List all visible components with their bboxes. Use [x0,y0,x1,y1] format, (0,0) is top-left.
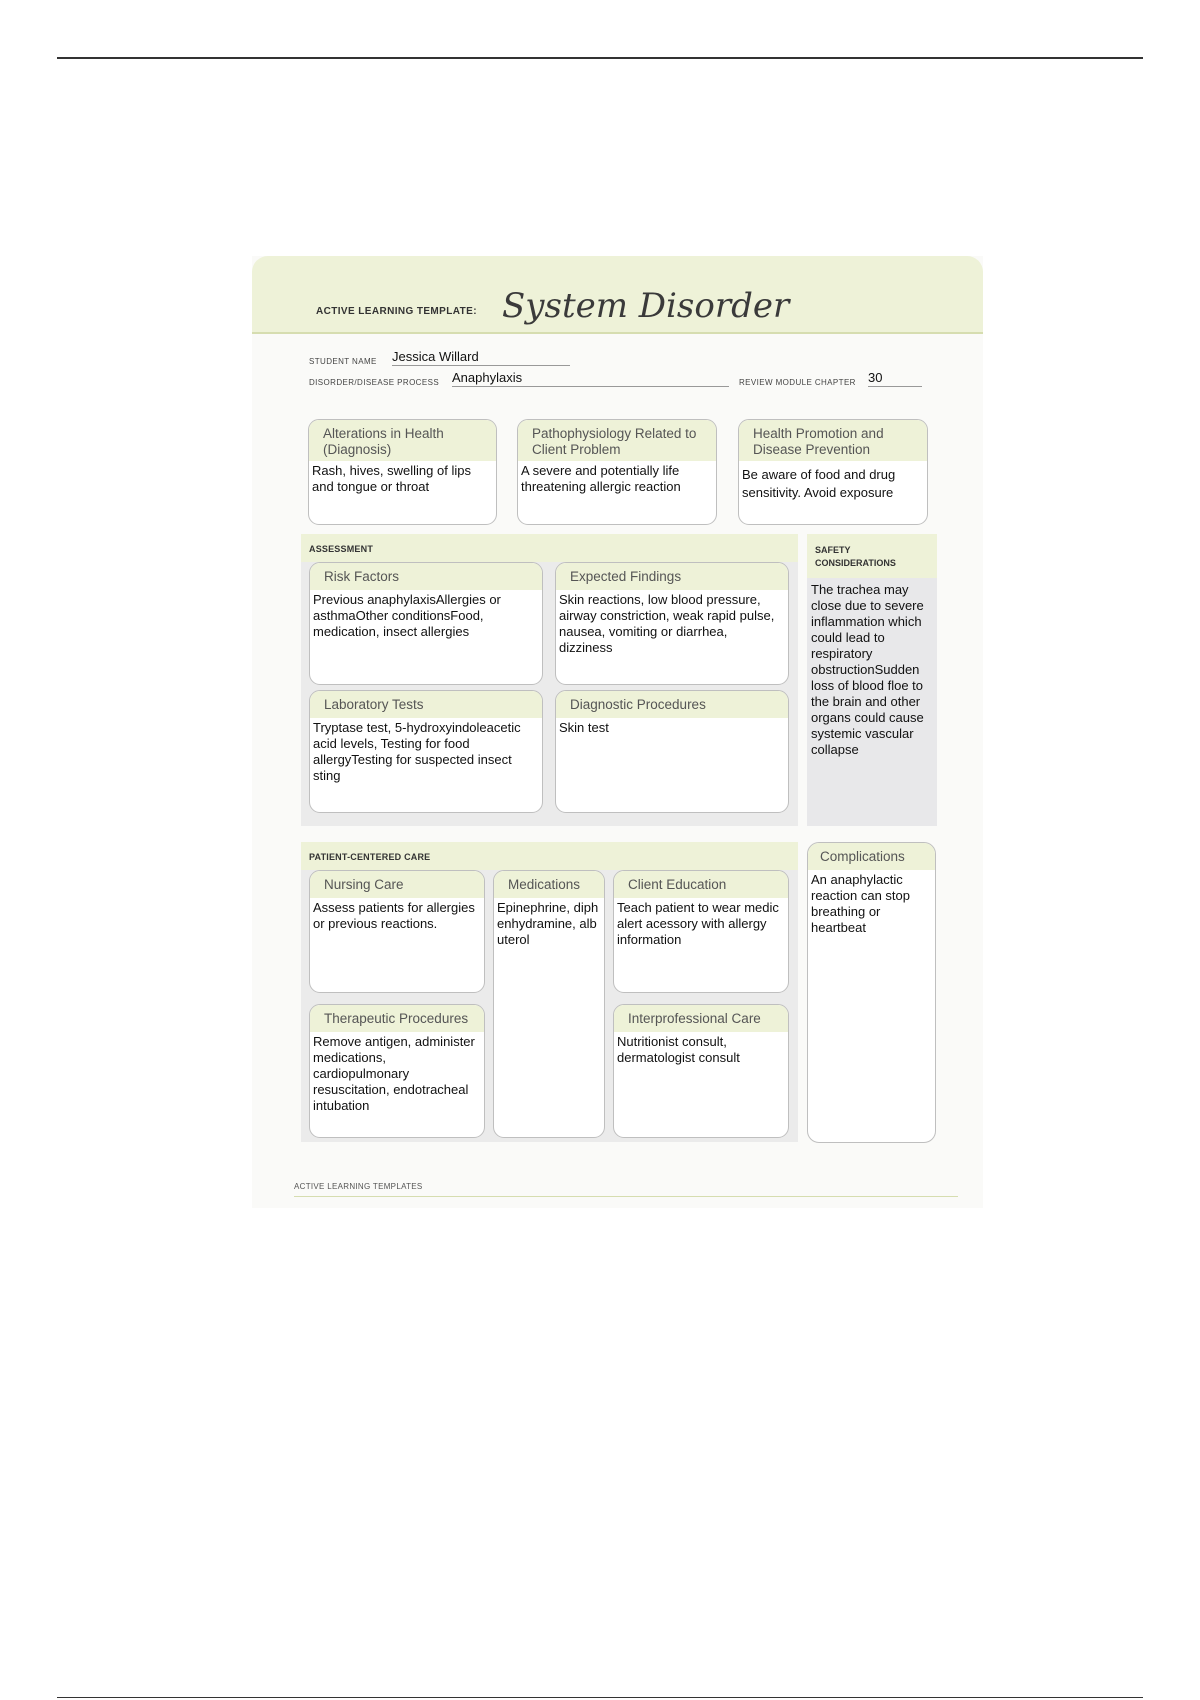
system-disorder-template [252,256,983,1208]
assessment-title: ASSESSMENT [309,544,374,554]
diagnostic-procedures-text[interactable]: Skin test [559,720,609,735]
risk-factors-box [309,562,543,685]
nursing-care-text[interactable]: Assess patients for allergies or previous reactions. [313,900,475,931]
laboratory-tests-box [309,690,543,813]
complications-text[interactable]: An anaphylactic reaction can stop breathing or heartbeat [811,872,911,935]
pathophysiology-title: Pathophysiology Related to Client Problem [518,420,716,461]
expected-findings-text[interactable]: Skin reactions, low blood pressure, airway constriction, weak rapid pulse, nausea, vomiting or diarrhea, dizziness [559,592,775,655]
therapeutic-procedures-text[interactable]: Remove antigen, administer medications, cardiopulmonary resuscitation, endotracheal intubation [313,1034,475,1113]
risk-factors-title: Risk Factors [310,563,542,590]
health-promotion-text[interactable]: Be aware of food and drug sensitivity. Avoid exposure [742,467,896,500]
assessment-panel [301,534,798,826]
pathophysiology-text[interactable]: A severe and potentially life threatening allergic reaction [521,463,681,494]
medications-title: Medications [494,871,604,898]
patient-centered-care-title: PATIENT-CENTERED CARE [309,852,431,862]
laboratory-tests-title: Laboratory Tests [310,691,542,718]
nursing-care-box [309,870,485,993]
safety-panel [807,534,937,826]
template-label: ACTIVE LEARNING TEMPLATE: [316,306,477,317]
page-bottom-rule [57,1697,1143,1698]
disorder-label: DISORDER/DISEASE PROCESS [309,378,440,387]
health-promotion-box [738,419,928,525]
expected-findings-title: Expected Findings [556,563,788,590]
review-module-field[interactable]: 30 [868,371,922,387]
client-education-text[interactable]: Teach patient to wear medic alert acessory with allergy information [617,900,779,947]
laboratory-tests-text[interactable]: Tryptase test, 5-hydroxyindoleacetic acid levels, Testing for food allergyTesting for suspected insect sting [313,720,521,783]
health-promotion-title: Health Promotion and Disease Prevention [739,420,927,461]
student-name-label: STUDENT NAME [309,357,377,366]
complications-box [807,842,936,1143]
alterations-text[interactable]: Rash, hives, swelling of lips and tongue or throat [312,463,471,494]
therapeutic-procedures-title: Therapeutic Procedures [310,1005,484,1032]
pathophysiology-box [517,419,717,525]
template-footer: ACTIVE LEARNING TEMPLATES [294,1182,423,1191]
diagnostic-procedures-title: Diagnostic Procedures [556,691,788,718]
patient-centered-care-panel [301,842,798,1142]
therapeutic-procedures-box [309,1004,485,1138]
safety-title: SAFETY CONSIDERATIONS [815,545,896,568]
client-education-title: Client Education [614,871,788,898]
interprofessional-care-title: Interprofessional Care [614,1005,788,1032]
disorder-field[interactable]: Anaphylaxis [452,371,729,387]
alterations-box [308,419,497,525]
medications-text[interactable]: Epinephrine, diphenhydramine, albuterol [497,900,599,947]
interprofessional-care-text[interactable]: Nutritionist consult, dermatologist consult [617,1034,740,1065]
template-header [252,256,983,334]
client-education-box [613,870,789,993]
expected-findings-box [555,562,789,685]
student-name-field[interactable]: Jessica Willard [392,350,570,366]
risk-factors-text[interactable]: Previous anaphylaxisAllergies or asthmaOther conditionsFood, medication, insect allergies [313,592,501,639]
safety-text[interactable]: The trachea may close due to severe inflammation which could lead to respiratory obstructionSudden loss of blood floe to the brain and other organs could cause systemic vascular collapse [811,582,924,757]
diagnostic-procedures-box [555,690,789,813]
medications-box [493,870,605,1138]
template-title: System Disorder [502,286,790,326]
complications-title: Complications [808,843,935,870]
nursing-care-title: Nursing Care [310,871,484,898]
review-module-label: REVIEW MODULE CHAPTER [739,378,856,387]
page-top-rule [57,57,1143,59]
alterations-title: Alterations in Health (Diagnosis) [309,420,496,461]
interprofessional-care-box [613,1004,789,1138]
footer-rule [294,1196,958,1197]
